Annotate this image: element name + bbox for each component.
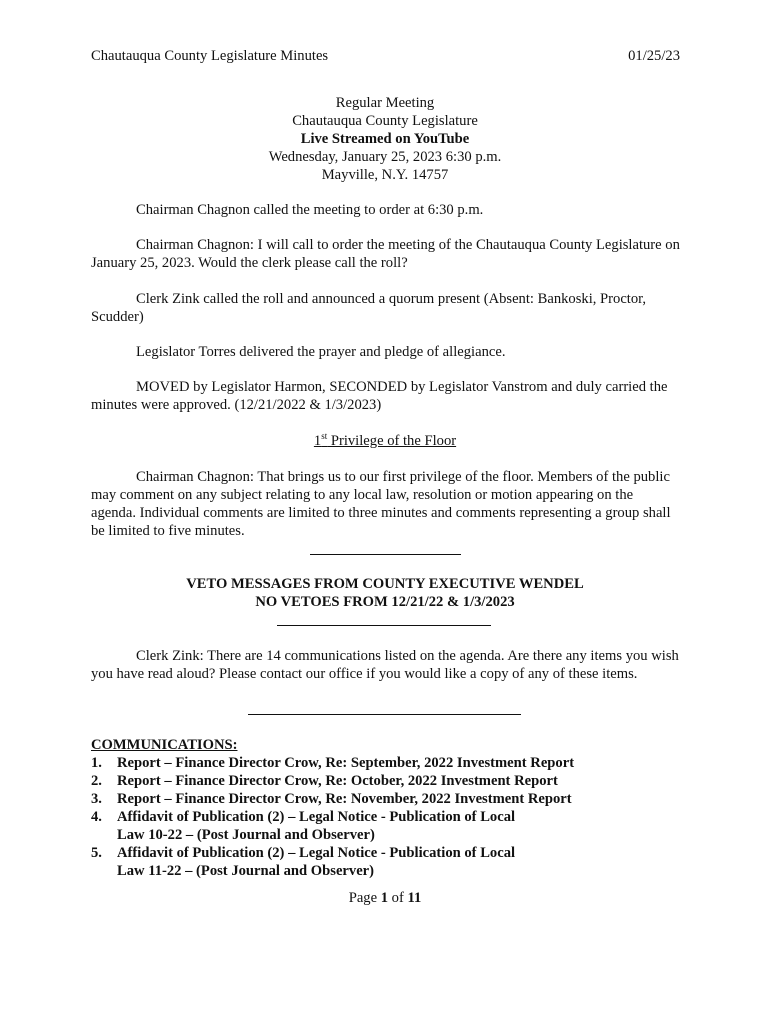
list-item-text: Report – Finance Director Crow, Re: November, 2022 Investment Report [117,791,572,807]
privilege-ordinal: st [321,431,328,441]
paragraph-privilege-rules: Chairman Chagnon: That brings us to our first privilege of the floor. Members of the public may comment on any subject relating to any local law, resolution or motion appearing on the agenda. Individual comments are limited to three minutes and comments representing a group shall be limited to five minutes. [91,469,671,539]
paragraph-chairman-opening: Chairman Chagnon: I will call to order the meeting of the Chautauqua County Legislature on January 25, 2023. Would the clerk please call the roll? [91,237,680,271]
list-item-number: 4. [91,809,102,825]
list-item-number: 2. [91,773,102,789]
list-item [91,754,691,772]
meeting-type: Regular Meeting [335,95,435,111]
list-item-text: Report – Finance Director Crow, Re: October, 2022 Investment Report [117,773,558,789]
list-item-number: 1. [91,755,102,771]
meeting-body: Chautauqua County Legislature [292,113,478,129]
meeting-datetime: Wednesday, January 25, 2023 6:30 p.m. [268,149,502,165]
privilege-label: Privilege of the Floor [327,433,457,449]
paragraph-communications-intro: Clerk Zink: There are 14 communications listed on the agenda. Are there any items you wish you have read aloud? Please contact our office if you would like a copy of any of these items. [91,648,679,682]
list-item-text: Affidavit of Publication (2) – Legal Notice - Publication of Local Law 10-22 – (Post Journal and Observer) [117,809,516,843]
paragraph-minutes-approval: MOVED by Legislator Harmon, SECONDED by Legislator Vanstrom and duly carried the minutes were approved. (12/21/2022 & 1/3/2023) [91,379,668,413]
stream-notice: Live Streamed on YouTube [300,131,470,147]
meeting-location: Mayville, N.Y. 14757 [321,167,449,183]
veto-subheading: NO VETOES FROM 12/21/22 & 1/3/2023 [255,594,515,610]
divider [248,714,521,715]
list-item-text: Affidavit of Publication (2) – Legal Notice - Publication of Local Law 11-22 – (Post Journal and Observer) [117,845,516,879]
list-item [91,790,691,808]
page-current: 1 [380,890,389,906]
divider [277,625,491,626]
list-item-text: Report – Finance Director Crow, Re: September, 2022 Investment Report [117,755,575,771]
list-item-number: 5. [91,845,102,861]
paragraph-roll-call: Clerk Zink called the roll and announced a quorum present (Absent: Bankoski, Proctor, Scudder) [91,291,647,325]
paragraph-prayer: Legislator Torres delivered the prayer and pledge of allegiance. [136,344,506,360]
list-item [91,808,691,844]
meeting-title-block [0,94,770,184]
page-label: Page [348,890,381,906]
page-of-label: of [388,890,408,906]
veto-heading: VETO MESSAGES FROM COUNTY EXECUTIVE WENDEL [186,576,584,592]
list-item [91,844,691,880]
privilege-number: 1 [313,433,322,449]
divider [310,554,461,555]
header-date: 01/25/23 [628,48,680,64]
list-item [91,772,691,790]
communications-heading: COMMUNICATIONS: [91,737,238,753]
paragraph-call-to-order: Chairman Chagnon called the meeting to order at 6:30 p.m. [136,202,484,218]
list-item-number: 3. [91,791,102,807]
privilege-heading [0,432,770,450]
page-footer [0,889,770,907]
header-title: Chautauqua County Legislature Minutes [91,48,329,64]
communications-list [91,754,691,880]
page-total: 11 [407,890,422,906]
